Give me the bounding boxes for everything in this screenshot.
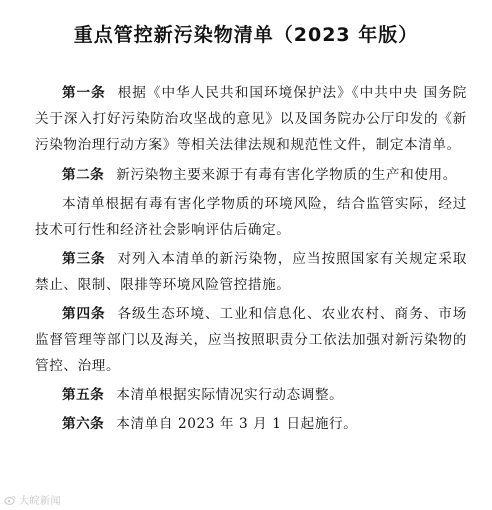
weibo-icon <box>4 494 16 506</box>
article-text: 本清单根据实际情况实行动态调整。 <box>116 387 344 403</box>
document-body <box>35 80 467 440</box>
watermark <box>4 492 61 507</box>
article-3 <box>35 246 467 298</box>
article-label: 第二条 <box>62 167 105 183</box>
article-text: 本清单根据有毒有害化学物质的环境风险，结合监管实际，经过技术可行性和经济社会影响评估后确定。 <box>35 196 467 238</box>
article-label: 第五条 <box>62 387 105 403</box>
article-text: 根据《中华人民共和国环境保护法》《中共中央 国务院关于深入打好污染防治攻坚战的意见》以及国务院办公厅印发的《新污染物治理行动方案》等相关法律法规和规范性文件，制定本清单。 <box>35 85 467 153</box>
article-label: 第三条 <box>62 251 106 267</box>
article-1 <box>35 80 467 158</box>
article-text: 各级生态环境、工业和信息化、农业农村、商务、市场监督管理等部门以及海关，应当按照职责分工依法加强对新污染物的管控、治理。 <box>35 306 468 374</box>
article-label: 第六条 <box>62 416 105 432</box>
article-6 <box>35 411 467 437</box>
watermark-text: 大皖新闻 <box>19 496 61 507</box>
document-title: 重点管控新污染物清单（2023 年版） <box>73 24 419 46</box>
article-text: 对列入本清单的新污染物，应当按照国家有关规定采取禁止、限制、限排等环境风险管控措施。 <box>35 251 468 293</box>
article-2 <box>35 162 467 188</box>
article-text: 新污染物主要来源于有毒有害化学物质的生产和使用。 <box>116 167 457 183</box>
article-5 <box>35 382 467 408</box>
article-label: 第一条 <box>62 85 106 101</box>
article-4 <box>35 301 467 379</box>
article-label: 第四条 <box>62 306 106 322</box>
article-2-paragraph-2 <box>35 191 467 243</box>
article-text: 本清单自 2023 年 3 月 1 日起施行。 <box>116 416 358 432</box>
